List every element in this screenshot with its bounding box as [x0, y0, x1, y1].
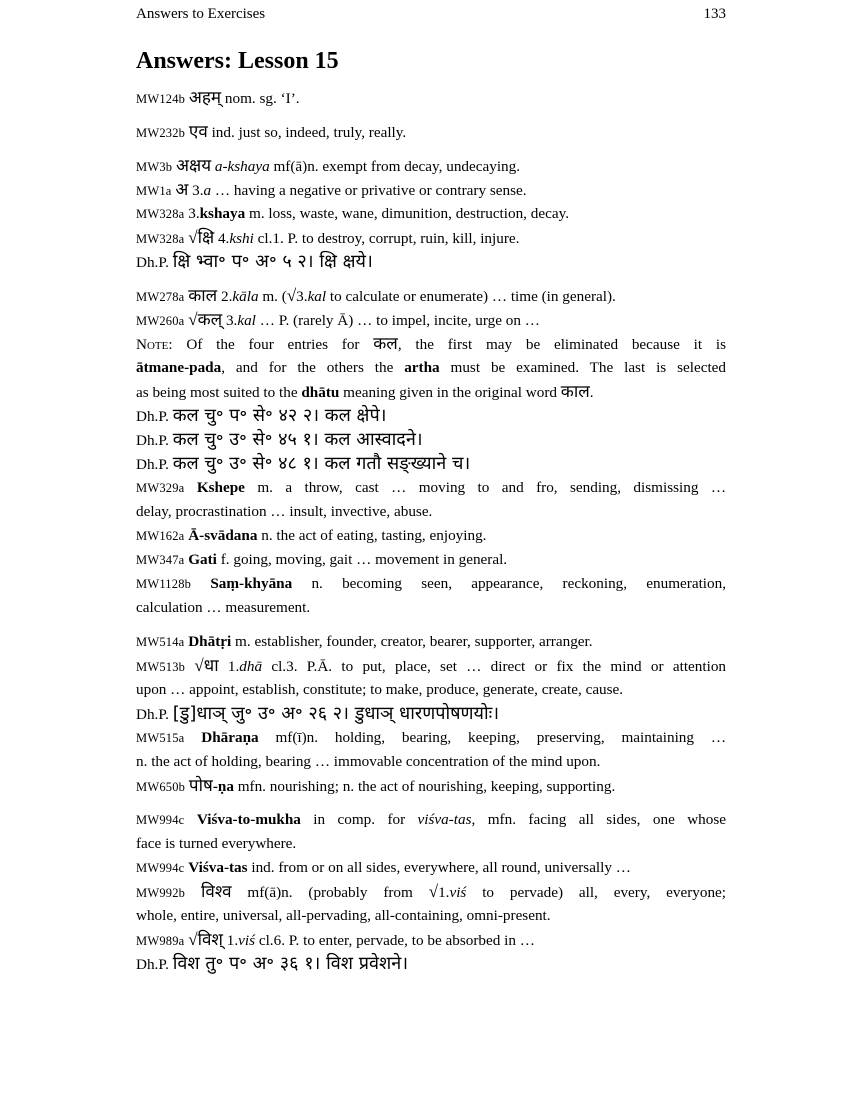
- gloss-text: m. establisher, founder, creator, bearer, supporter, arranger.: [231, 633, 593, 650]
- bold-term: Kshepe: [196, 479, 245, 496]
- dictionary-reference: MW1128b: [136, 577, 192, 591]
- gloss-text: [184, 729, 201, 746]
- bold-term: dhātu: [301, 384, 340, 401]
- gloss-text: nom. sg. ‘I’.: [221, 90, 300, 107]
- gloss-text: 3.: [188, 182, 204, 199]
- running-head: [136, 6, 726, 23]
- gloss-text: mf(ī)n. holding, bearing, keeping, preserving, maintaining …: [258, 729, 727, 746]
- bold-term: kshaya: [199, 205, 246, 222]
- gloss-text: face is turned everywhere.: [136, 835, 297, 852]
- italic-term: kal: [237, 312, 256, 329]
- devanagari-term: काल: [188, 286, 218, 306]
- answer-line: [136, 702, 726, 726]
- dictionary-reference: MW347a: [136, 553, 185, 567]
- answer-line: [136, 476, 726, 500]
- answer-line: [136, 904, 726, 928]
- dictionary-reference: MW514a: [136, 635, 185, 649]
- devanagari-term: अ: [175, 180, 189, 200]
- answer-line: [136, 928, 726, 952]
- bold-term: Viśva-to-mukha: [196, 811, 301, 828]
- answer-line: [136, 596, 726, 620]
- gloss-text: n. the act of holding, bearing … immovable concentration of the mind upon.: [136, 753, 601, 770]
- answer-line: [136, 308, 726, 332]
- answer-line: [136, 250, 726, 274]
- root-sign: √: [188, 310, 198, 329]
- answer-line: [136, 154, 726, 178]
- devanagari-term: अहम्: [188, 88, 222, 108]
- entry-gap: [136, 798, 726, 808]
- dhatupatha-entry: क्षि भ्वा॰ प॰ अ॰ ५ २। क्षि क्षये।: [172, 251, 373, 272]
- italic-term: viś: [238, 932, 256, 949]
- gloss-text: in comp. for: [300, 811, 418, 828]
- gloss-text: , mfn. facing all sides, one whose: [471, 811, 727, 828]
- gloss-text: cl.6. P. to enter, pervade, to be absorbed in …: [255, 932, 535, 949]
- gloss-text: 2.: [217, 288, 233, 305]
- gloss-text: [191, 575, 210, 592]
- dictionary-reference: MW989a: [136, 934, 185, 948]
- gloss-text: Dh.P.: [136, 432, 173, 449]
- gloss-text: 3.: [222, 312, 238, 329]
- root-sign: √: [188, 930, 198, 949]
- italic-term: viś: [449, 884, 467, 901]
- devanagari-term: क्षि: [197, 228, 215, 248]
- gloss-text: 3.: [296, 288, 308, 305]
- gloss-text: Dh.P.: [136, 408, 173, 425]
- gloss-text: , and for the others the: [221, 359, 405, 376]
- gloss-text: mf(ā)n. exempt from decay, undecaying.: [269, 158, 521, 175]
- answer-line: [136, 500, 726, 524]
- dhatupatha-entry: कल चु॰ उ॰ से॰ ४५ १। कल आस्वादने।: [172, 429, 423, 450]
- dhatupatha-entry: विश तु॰ प॰ अ॰ ३६ १। विश प्रवेशने।: [172, 953, 409, 974]
- gloss-text: .: [589, 384, 594, 401]
- devanagari-term: विश्: [197, 930, 223, 950]
- answer-line: [136, 524, 726, 548]
- dictionary-reference: MW329a: [136, 481, 185, 495]
- answer-line: [136, 774, 726, 798]
- gloss-text: to pervade) all, every, everyone;: [466, 884, 727, 901]
- dictionary-reference: MW232b: [136, 126, 186, 140]
- dictionary-reference: MW328a: [136, 207, 185, 221]
- answer-line: [136, 202, 726, 226]
- answer-body: [136, 86, 726, 976]
- page-title: Answers: Lesson 15: [136, 48, 339, 74]
- root-sign: √: [286, 286, 297, 305]
- answer-line: [136, 726, 726, 750]
- root-sign: √: [194, 656, 204, 675]
- dictionary-reference: MW278a: [136, 290, 185, 304]
- gloss-text: , the first may be eliminated because it is: [397, 336, 726, 353]
- gloss-text: … having a negative or privative or contrary sense.: [211, 182, 527, 199]
- dhatupatha-entry: कल चु॰ प॰ से॰ ४२ २। कल क्षेपे।: [172, 405, 387, 426]
- devanagari-term: पोष: [188, 776, 213, 796]
- gloss-text: Dh.P.: [136, 456, 173, 473]
- gloss-text: [184, 811, 196, 828]
- answer-line: [136, 548, 726, 572]
- gloss-text: [184, 479, 196, 496]
- bold-term: Gati: [188, 551, 217, 568]
- page-number: 133: [703, 6, 726, 22]
- gloss-text: Dh.P.: [136, 956, 173, 973]
- entry-gap: [136, 144, 726, 154]
- dictionary-reference: MW994c: [136, 861, 185, 875]
- gloss-text: whole, entire, universal, all-pervading, all-containing, omni-present.: [136, 907, 551, 924]
- dictionary-reference: MW260a: [136, 314, 185, 328]
- gloss-text: as being most suited to the: [136, 384, 302, 401]
- gloss-text: [185, 658, 194, 675]
- gloss-text: m. (: [258, 288, 287, 305]
- answer-line: [136, 120, 726, 144]
- entry-gap: [136, 620, 726, 630]
- gloss-text: delay, procrastination … insult, invective, abuse.: [136, 503, 433, 520]
- dictionary-reference: MW992b: [136, 886, 186, 900]
- bold-term: Viśva-tas: [188, 859, 248, 876]
- answer-line: [136, 832, 726, 856]
- gloss-text: : Of the four entries for: [168, 336, 374, 353]
- gloss-text: m. loss, waste, wane, dimunition, destruction, decay.: [245, 205, 569, 222]
- gloss-text: 4.: [214, 230, 230, 247]
- gloss-text: m. a throw, cast … moving to and fro, sending, dismissing …: [244, 479, 727, 496]
- devanagari-term: धा: [203, 656, 219, 676]
- italic-term: a-kshaya: [214, 158, 270, 175]
- devanagari-term: काल: [560, 382, 590, 402]
- bold-term: Dhāraṇa: [201, 729, 259, 746]
- gloss-text: Dh.P.: [136, 254, 173, 271]
- devanagari-term: अक्षय: [176, 156, 212, 176]
- root-sign: √: [428, 882, 439, 901]
- answer-line: [136, 808, 726, 832]
- bold-term: ātmane-pada: [136, 359, 222, 376]
- italic-term: kal: [307, 288, 327, 305]
- answer-line: [136, 86, 726, 110]
- answer-line: [136, 332, 726, 356]
- dictionary-reference: MW328a: [136, 232, 185, 246]
- gloss-text: Dh.P.: [136, 706, 173, 723]
- gloss-text: f. going, moving, gait … movement in general.: [216, 551, 508, 568]
- dhatupatha-entry: [डु]धाञ् जु॰ उ॰ अ॰ २६ २। डुधाञ् धारणपोषणयोः।: [172, 703, 500, 724]
- dictionary-reference: MW1a: [136, 184, 172, 198]
- gloss-text: 1.: [218, 658, 240, 675]
- italic-term: dhā: [239, 658, 263, 675]
- answer-line: [136, 654, 726, 678]
- dictionary-reference: MW162a: [136, 529, 185, 543]
- answer-line: [136, 880, 726, 904]
- gloss-text: mf(ā)n. (probably from: [231, 884, 429, 901]
- gloss-text: [185, 884, 201, 901]
- gloss-text: ind. just so, indeed, truly, really.: [207, 124, 407, 141]
- devanagari-term: विश्व: [201, 882, 232, 902]
- italic-term: viśva-tas: [417, 811, 472, 828]
- dictionary-reference: MW650b: [136, 780, 186, 794]
- dictionary-reference: MW515a: [136, 731, 185, 745]
- answer-line: [136, 284, 726, 308]
- italic-term: kāla: [232, 288, 259, 305]
- answer-line: [136, 630, 726, 654]
- answer-line: [136, 178, 726, 202]
- answer-line: [136, 750, 726, 774]
- bold-term: Dhātṛi: [188, 633, 232, 650]
- answer-line: [136, 452, 726, 476]
- gloss-text: to calculate or enumerate) … time (in general).: [326, 288, 616, 305]
- answer-line: [136, 226, 726, 250]
- gloss-text: calculation … measurement.: [136, 599, 311, 616]
- note-label: Note: [136, 336, 169, 353]
- answer-line: [136, 404, 726, 428]
- gloss-text: cl.3. P.Ā. to put, place, set … direct or fix the mind or attention: [262, 658, 727, 675]
- entry-gap: [136, 110, 726, 120]
- root-sign: √: [188, 228, 198, 247]
- gloss-text: n. the act of eating, tasting, enjoying.: [257, 527, 487, 544]
- answer-line: [136, 856, 726, 880]
- devanagari-term: एव: [188, 122, 208, 142]
- answer-line: [136, 428, 726, 452]
- answer-line: [136, 678, 726, 702]
- answer-line: [136, 356, 726, 380]
- answer-line: [136, 572, 726, 596]
- bold-term: -ṇa: [212, 778, 234, 795]
- bold-term: artha: [404, 359, 440, 376]
- gloss-text: meaning given in the original word: [339, 384, 561, 401]
- gloss-text: ind. from or on all sides, everywhere, all round, universally …: [247, 859, 631, 876]
- gloss-text: 1.: [222, 932, 239, 949]
- devanagari-term: कल्: [197, 310, 223, 330]
- devanagari-term: कल: [373, 334, 398, 354]
- gloss-text: mfn. nourishing; n. the act of nourishing, keeping, supporting.: [233, 778, 616, 795]
- gloss-text: upon … appoint, establish, constitute; to make, produce, generate, create, cause.: [136, 681, 624, 698]
- bold-term: Ā-svādana: [188, 527, 258, 544]
- dictionary-reference: MW513b: [136, 660, 186, 674]
- dictionary-reference: MW3b: [136, 160, 173, 174]
- running-head-title: Answers to Exercises: [136, 6, 266, 22]
- gloss-text: 3.: [184, 205, 200, 222]
- entry-gap: [136, 274, 726, 284]
- dictionary-reference: MW124b: [136, 92, 186, 106]
- dictionary-reference: MW994c: [136, 813, 185, 827]
- gloss-text: must be examined. The last is selected: [439, 359, 726, 376]
- bold-term: Saṃ-khyāna: [210, 575, 293, 592]
- answer-line: [136, 380, 726, 404]
- dhatupatha-entry: कल चु॰ उ॰ से॰ ४८ १। कल गतौ सङ्ख्याने च।: [172, 453, 471, 474]
- answer-line: [136, 952, 726, 976]
- italic-term: a: [203, 182, 212, 199]
- gloss-text: cl.1. P. to destroy, corrupt, ruin, kill, injure.: [253, 230, 520, 247]
- gloss-text: n. becoming seen, appearance, reckoning, enumeration,: [292, 575, 726, 592]
- gloss-text: 1.: [438, 884, 450, 901]
- italic-term: kshi: [229, 230, 254, 247]
- gloss-text: … P. (rarely Ā) … to impel, incite, urge on …: [255, 312, 540, 329]
